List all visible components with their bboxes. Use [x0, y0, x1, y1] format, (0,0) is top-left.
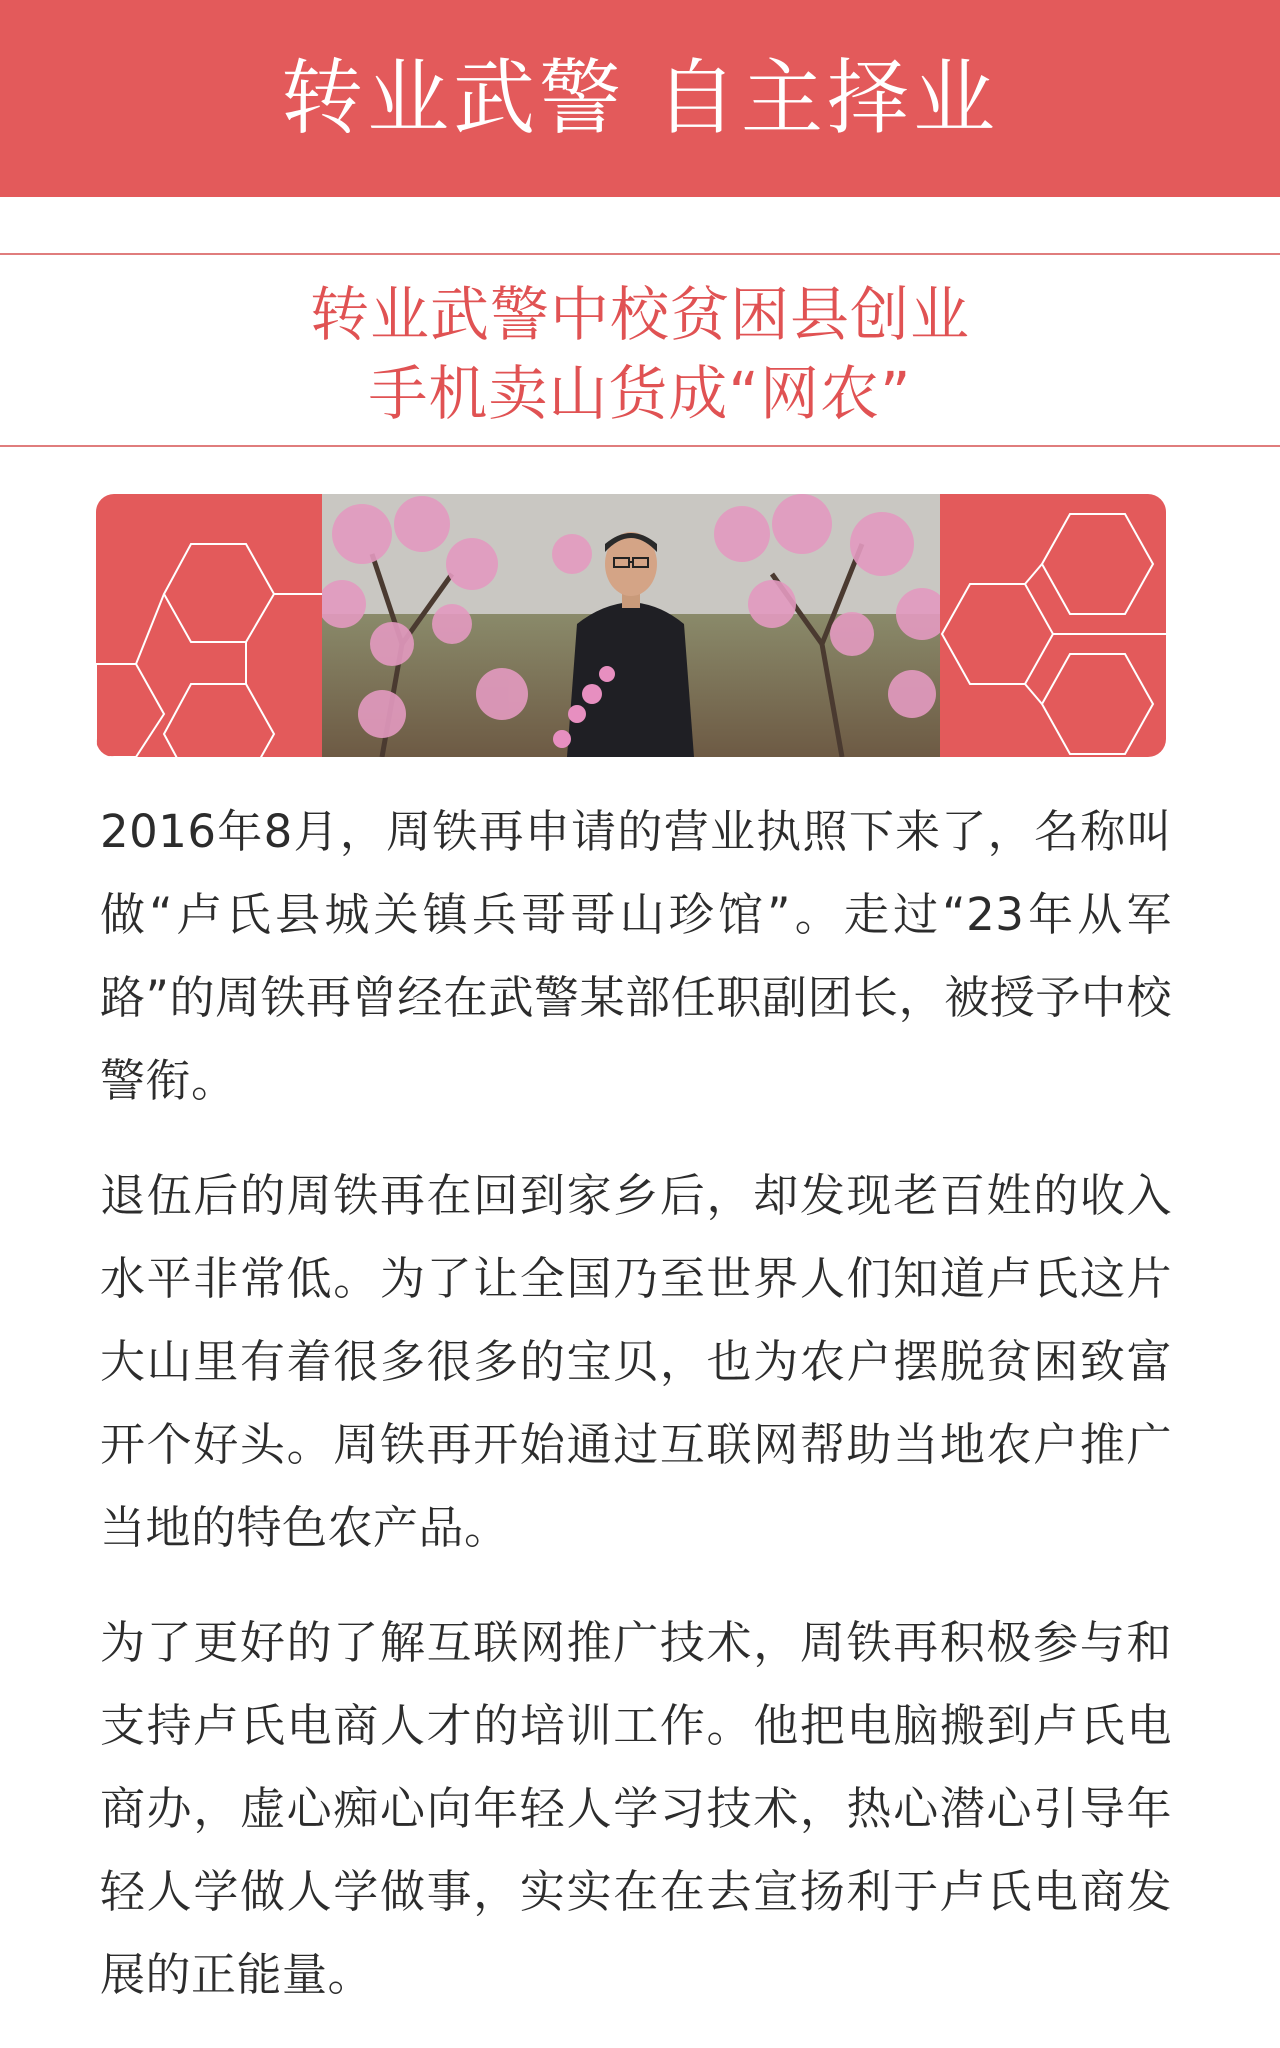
photo-icon — [322, 494, 940, 757]
header-title: 转业武警 自主择业 — [280, 50, 1000, 146]
subtitle-line-1: 转业武警中校贫困县创业 — [309, 280, 970, 349]
header-banner — [0, 0, 1280, 197]
divider-bottom — [0, 445, 1280, 447]
article-paragraph-1: 2016年8月，周铁再申请的营业执照下来了，名称叫做“卢氏县城关镇兵哥哥山珍馆”。走过“23年从军路”的周铁再曾经在武警某部任职副团长，被授予中校警衔。 — [100, 805, 1172, 1107]
divider-top — [0, 253, 1280, 255]
subtitle-line-2: 手机卖山货成“网农” — [368, 359, 912, 428]
article-photo — [322, 494, 940, 757]
photo-card — [96, 494, 1166, 757]
article-subtitle — [0, 275, 1280, 433]
hexagon-pattern-right — [940, 494, 1166, 757]
article-body — [100, 790, 1172, 2048]
article-paragraph-2: 退伍后的周铁再在回到家乡后，却发现老百姓的收入水平非常低。为了让全国乃至世界人们知道卢氏这片大山里有着很多很多的宝贝，也为农户摆脱贫困致富开个好头。周铁再开始通过互联网帮助当地农户推广当地的特色农产品。 — [100, 1169, 1172, 1554]
article-paragraph-3: 为了更好的了解互联网推广技术，周铁再积极参与和支持卢氏电商人才的培训工作。他把电脑搬到卢氏电商办，虚心痴心向年轻人学习技术，热心潜心引导年轻人学做人学做事，实实在在去宣扬利于卢氏电商发展的正能量。 — [100, 1616, 1172, 2001]
hexagon-pattern-left — [96, 494, 322, 757]
